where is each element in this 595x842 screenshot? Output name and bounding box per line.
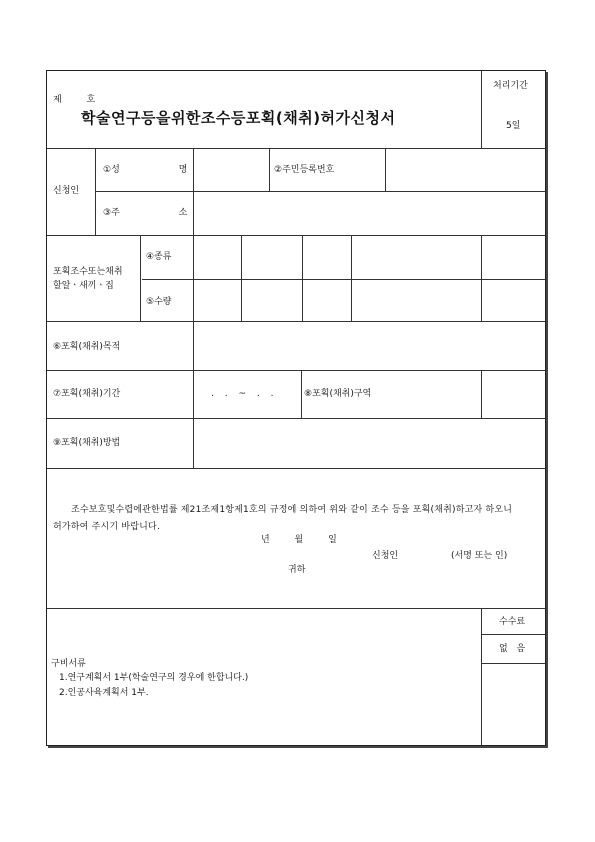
- required-document-item: 1.연구계획서 1부(학술연구의 경우에 한합니다.): [59, 673, 249, 683]
- col-divider: [351, 235, 352, 321]
- col-divider: [269, 148, 270, 191]
- fee-value: 없 음: [499, 644, 526, 654]
- period-label: ⑦포획(채취)기간: [53, 389, 121, 399]
- processing-period-label: 처리기간: [493, 81, 528, 91]
- col-divider: [193, 370, 194, 418]
- processing-period-value: 5일: [506, 121, 521, 131]
- application-statement: 조수보호및수렵에관한법률 제21조제1항제1호의 규정에 의하여 위와 같이 조수 등을 포획(채취)하고자 하오니 허가하여 주시기 바랍니다.: [53, 505, 513, 532]
- area-field[interactable]: [352, 371, 480, 417]
- permit-application-form: [46, 70, 546, 746]
- col-divider: [241, 235, 242, 321]
- addressee-label: 귀하: [288, 565, 306, 575]
- address-field[interactable]: [194, 192, 546, 234]
- method-field[interactable]: [194, 419, 546, 467]
- row-divider: [47, 235, 547, 236]
- quantity-label: ⑤수량: [146, 297, 172, 307]
- address-label: ③주 소: [103, 208, 188, 218]
- name-field[interactable]: [194, 149, 268, 190]
- fee-left-border: [481, 608, 482, 747]
- row-divider: [47, 468, 547, 469]
- date-line: 년 월 일: [261, 535, 337, 545]
- row-divider: [142, 279, 547, 280]
- col-divider: [95, 148, 96, 235]
- col-divider: [481, 235, 482, 321]
- statement-applicant-label: 신청인: [372, 551, 399, 561]
- applicant-section-label: 신청인: [53, 186, 80, 196]
- purpose-field[interactable]: [194, 322, 546, 369]
- period-value[interactable]: . . ~ . .: [211, 389, 274, 399]
- fee-label: 수수료: [499, 617, 526, 627]
- method-label: ⑨포획(채취)방법: [53, 438, 121, 448]
- area-label: ⑧포획(채취)구역: [304, 389, 372, 399]
- target-section-label-line1: 포획조수또는채취: [53, 267, 123, 277]
- required-document-item: 2.인공사육계획서 1부.: [59, 688, 149, 698]
- form-title: 학술연구등을위한조수등포획(채취)허가신청서: [81, 109, 396, 127]
- document-number-label: 제 호: [53, 95, 96, 105]
- col-divider: [301, 370, 302, 418]
- col-divider: [481, 370, 482, 418]
- resident-number-field[interactable]: [386, 149, 546, 190]
- col-divider: [140, 235, 141, 321]
- signature-label: (서명 또는 인): [451, 551, 508, 561]
- target-section-label-line2: 할알ㆍ새끼ㆍ집: [53, 281, 114, 291]
- header-divider: [481, 71, 482, 148]
- purpose-label: ⑥포획(채취)목적: [53, 342, 121, 352]
- resident-number-label: ②주민등록번호: [274, 165, 335, 175]
- col-divider: [302, 235, 303, 321]
- name-label: ①성 명: [103, 165, 188, 175]
- required-documents-title: 구비서류: [51, 659, 86, 669]
- row-divider: [47, 608, 547, 609]
- col-divider: [193, 235, 194, 321]
- species-label: ④종류: [146, 252, 172, 262]
- fee-divider: [481, 634, 547, 635]
- fee-bottom: [481, 663, 547, 664]
